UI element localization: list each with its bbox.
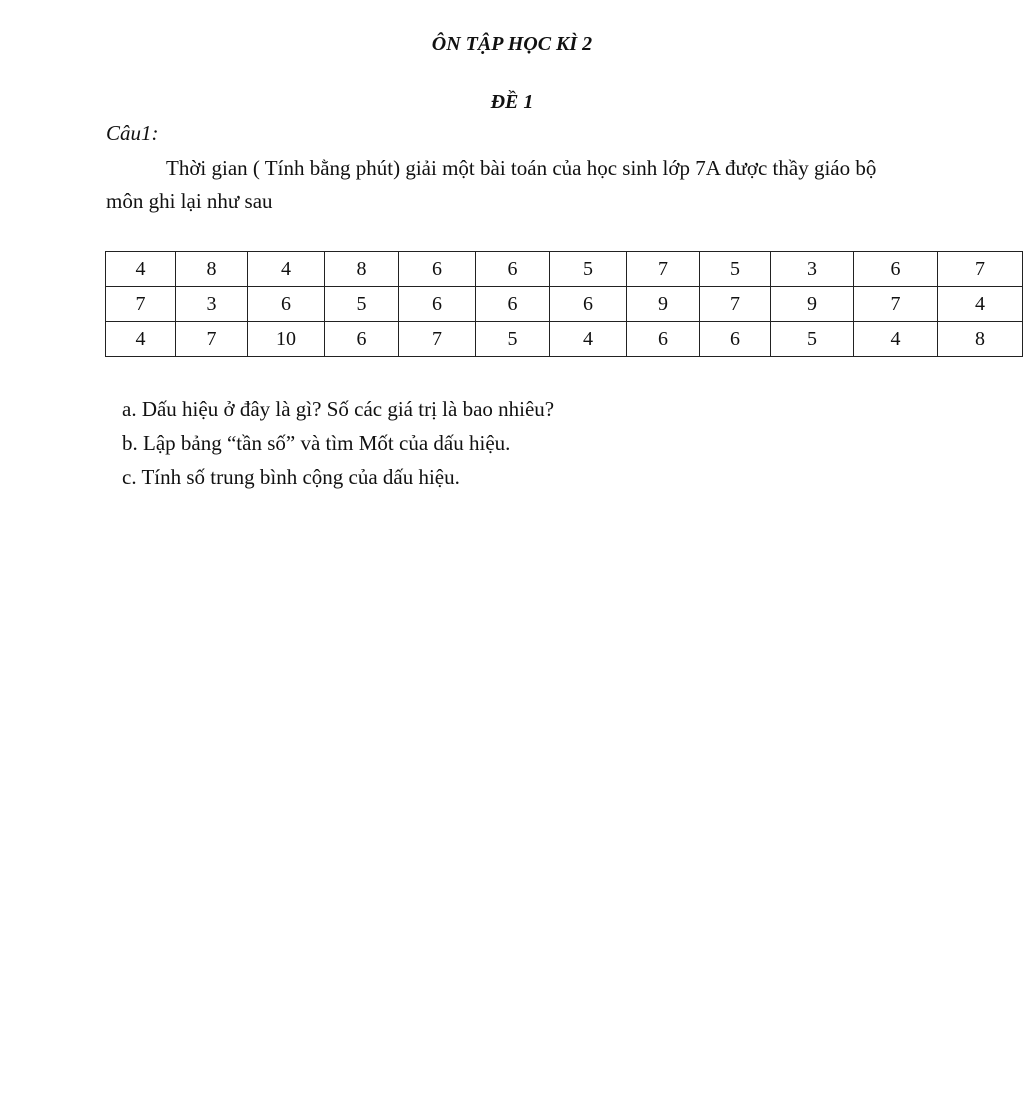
table-cell: 5 [476,322,550,357]
table-cell: 6 [700,322,771,357]
table-cell: 7 [176,322,248,357]
subquestion-b: b. Lập bảng “tần số” và tìm Mốt của dấu hiệu. [122,431,511,455]
table-cell: 5 [700,252,771,287]
table-cell: 4 [550,322,627,357]
table-row [106,287,1023,322]
table-cell: 6 [854,252,938,287]
table-cell: 7 [700,287,771,322]
data-table [105,251,1023,357]
table-cell: 7 [938,252,1023,287]
table-cell: 8 [325,252,399,287]
table-cell: 5 [771,322,854,357]
table-cell: 6 [248,287,325,322]
subquestions-list [122,392,554,494]
table-cell: 5 [325,287,399,322]
table-cell: 4 [938,287,1023,322]
table-cell: 7 [399,322,476,357]
question-intro: Thời gian ( Tính bằng phút) giải một bài toán của học sinh lớp 7A được thầy giáo bộ môn ghi lại như sau [106,156,877,213]
table-cell: 6 [325,322,399,357]
table-cell: 4 [854,322,938,357]
table-cell: 7 [854,287,938,322]
document-title: ÔN TẬP HỌC KÌ 2 [431,33,593,55]
table-cell: 10 [248,322,325,357]
exam-number: ĐỀ 1 [490,91,534,113]
table-cell: 6 [399,252,476,287]
table-cell: 6 [627,322,700,357]
table-cell: 8 [938,322,1023,357]
table-cell: 8 [176,252,248,287]
table-row [106,252,1023,287]
table-cell: 6 [550,287,627,322]
table-cell: 9 [771,287,854,322]
table-cell: 3 [771,252,854,287]
table-cell: 6 [399,287,476,322]
data-table-body [106,252,1023,357]
table-cell: 5 [550,252,627,287]
table-cell: 9 [627,287,700,322]
table-cell: 4 [106,252,176,287]
table-row [106,322,1023,357]
table-cell: 6 [476,287,550,322]
table-cell: 6 [476,252,550,287]
subquestion-c: c. Tính số trung bình cộng của dấu hiệu. [122,465,460,489]
question-label: Câu1: [106,121,159,145]
subquestion-a: a. Dấu hiệu ở đây là gì? Số các giá trị là bao nhiêu? [122,397,555,421]
table-cell: 4 [248,252,325,287]
table-cell: 3 [176,287,248,322]
table-cell: 4 [106,322,176,357]
table-cell: 7 [106,287,176,322]
table-cell: 7 [627,252,700,287]
